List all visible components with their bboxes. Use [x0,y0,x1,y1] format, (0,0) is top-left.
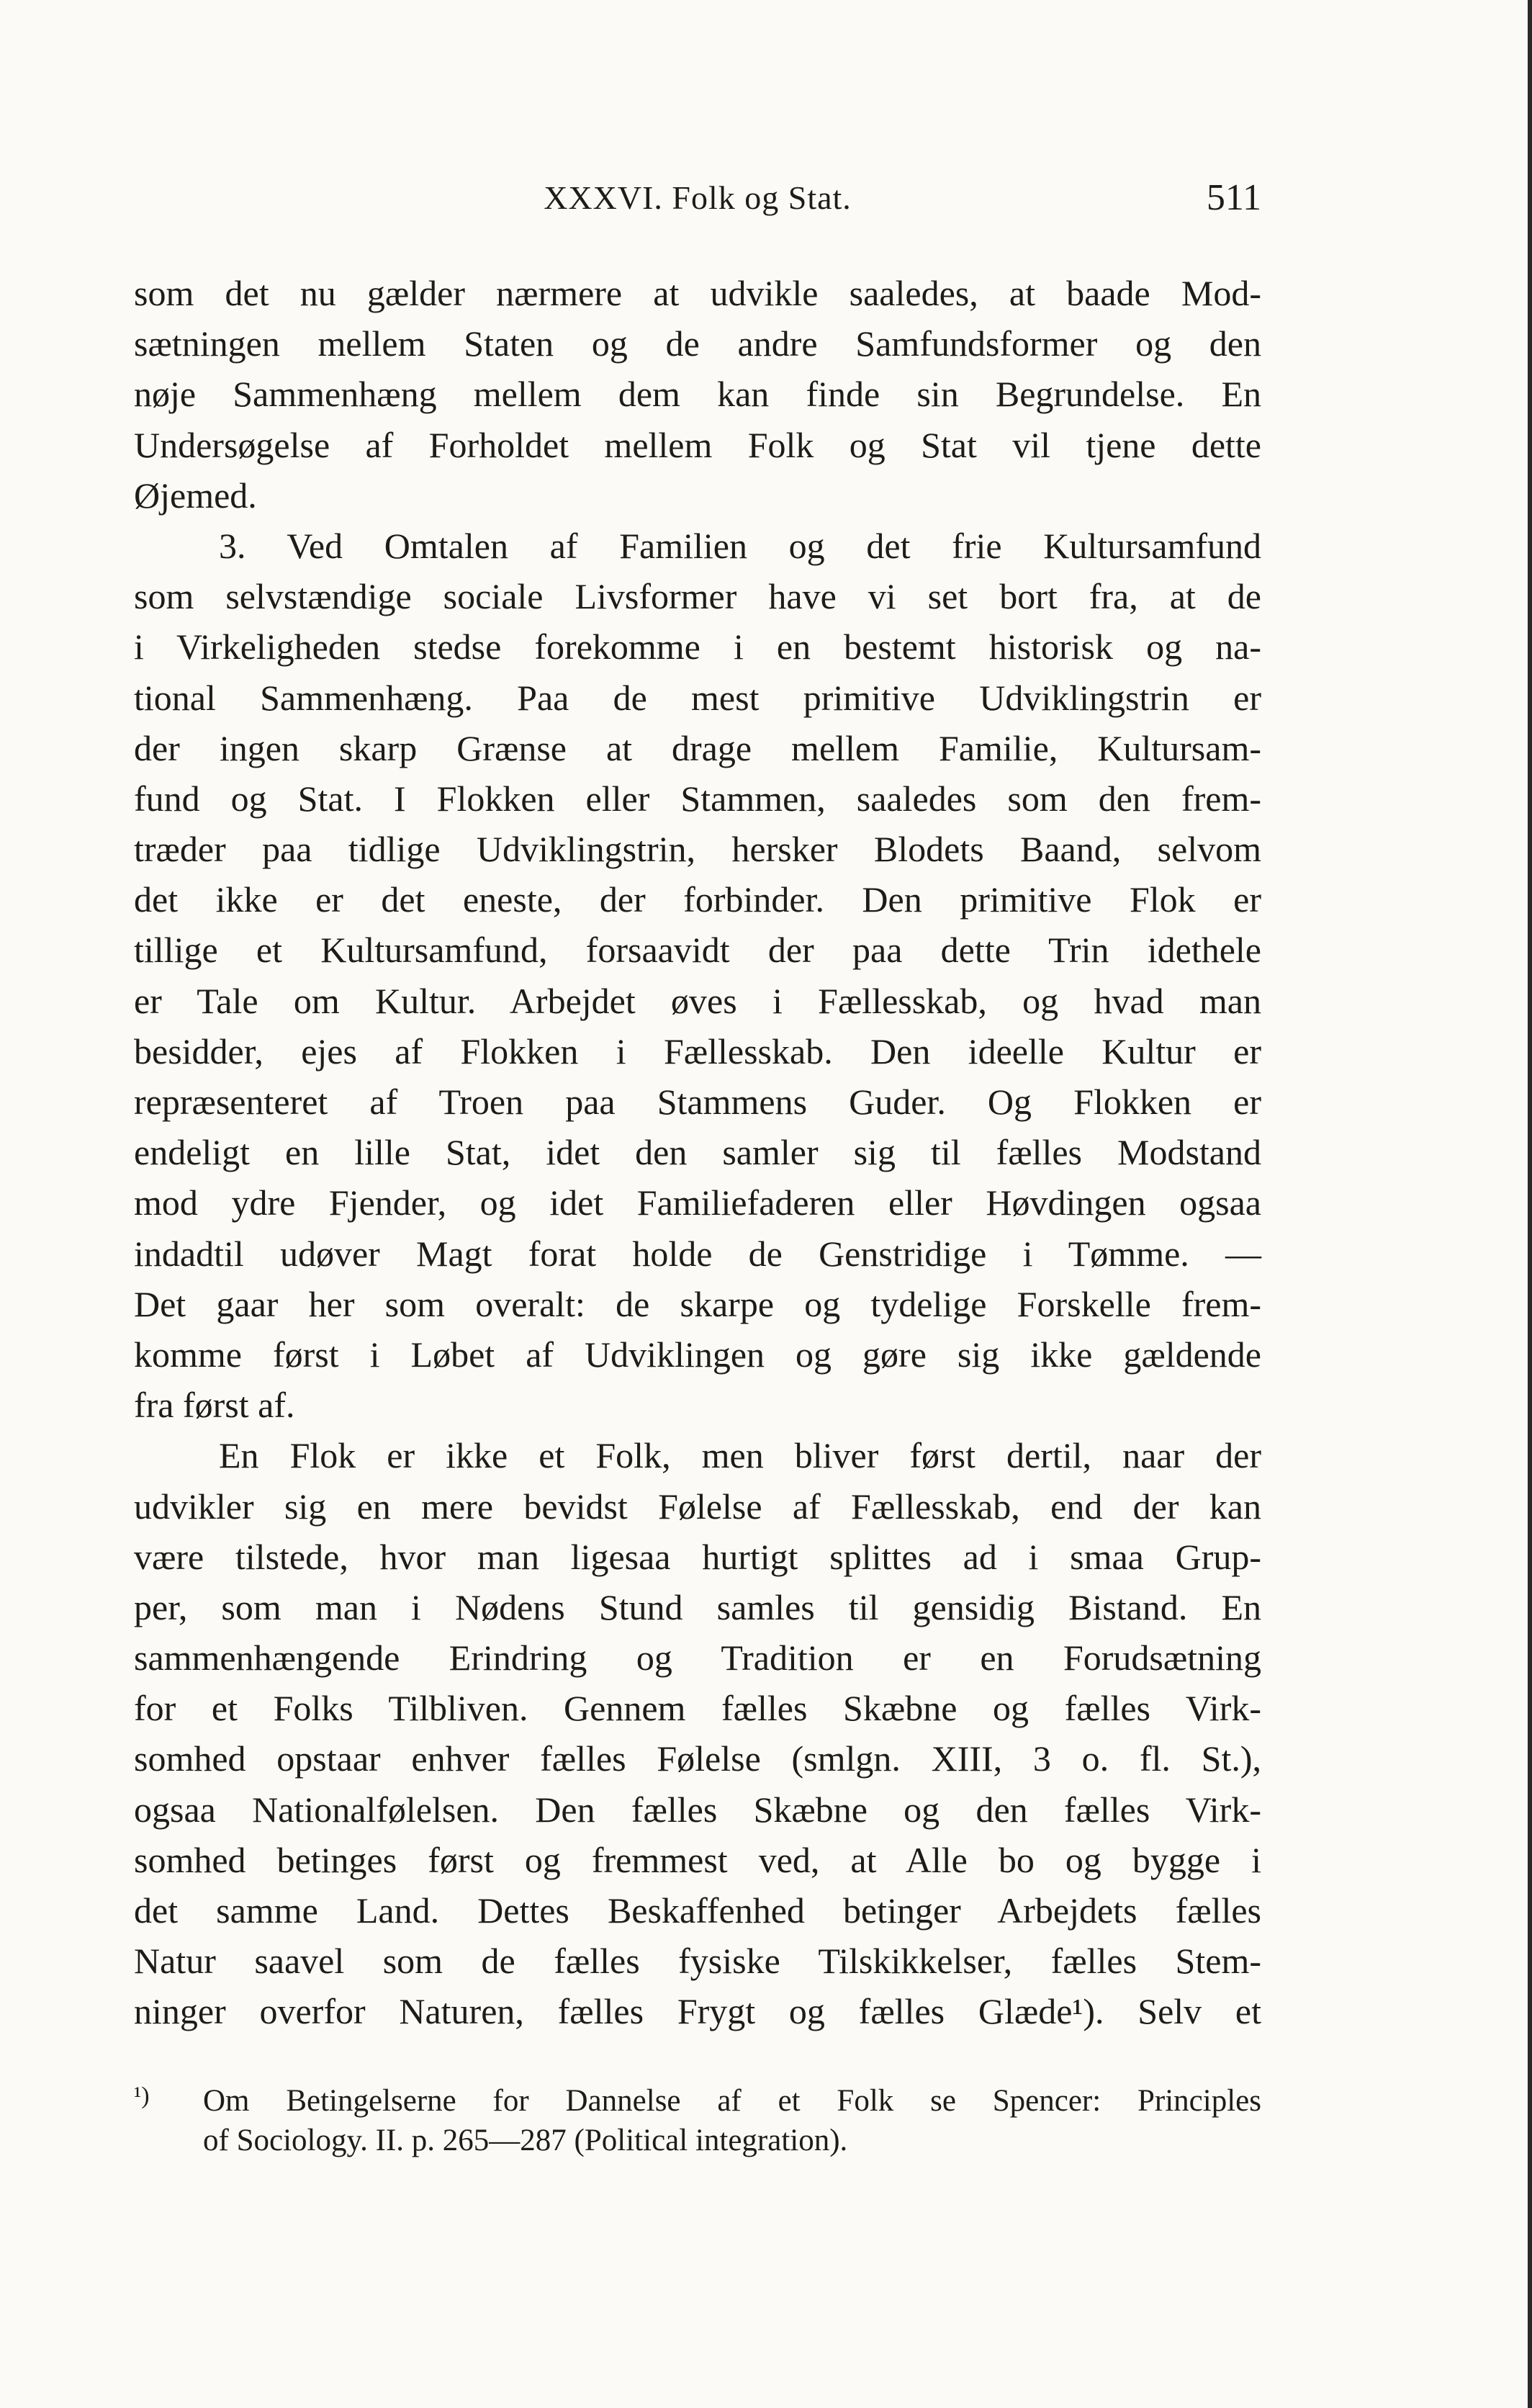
text-line: besidder, ejes af Flokken i Fællesskab. Den ideelle Kultur er [134,1030,1261,1072]
text-line: endeligt en lille Stat, idet den samler sig til fælles Modstand [134,1132,1261,1173]
text-line: Undersøgelse af Forholdet mellem Folk og Stat vil tjene dette [134,424,1261,465]
footnote-line [134,2074,1261,2119]
text-line: indadtil udøver Magt forat holde de Genstridige i Tømme. — [134,1233,1261,1274]
text-line: mod ydre Fjender, og idet Familiefaderen eller Høvdingen ogsaa [134,1182,1261,1223]
text-line: Øjemed. [134,475,257,516]
text-line: sætningen mellem Staten og de andre Samfundsformer og den [134,323,1261,364]
running-head [134,173,1261,223]
text-line: Natur saavel som de fælles fysiske Tilskikkelser, fælles Stem- [134,1941,1261,1982]
text-line: somhed betinges først og fremmest ved, at Alle bo og bygge i [134,1839,1261,1880]
running-title: XXXVI. Folk og Stat. [544,179,852,216]
text-line: fra først af. [134,1385,295,1426]
text-line: det ikke er det eneste, der forbinder. Den primitive Flok er [134,879,1261,920]
text-line: tional Sammenhæng. Paa de mest primitive Udviklingstrin er [134,677,1261,718]
page-number: 511 [1206,177,1261,218]
text-line: som det nu gælder nærmere at udvikle saaledes, at baade Mod- [134,273,1261,313]
text-line: for et Folks Tilbliven. Gennem fælles Skæbne og fælles Virk- [134,1688,1261,1729]
footnote-text: Om Betingelserne for Dannelse af et Folk se Spencer: Principles [203,2084,1261,2118]
text-line: tillige et Kultursamfund, forsaavidt der paa dette Trin idethele [134,930,1261,971]
text-line: per, som man i Nødens Stund samles til gensidig Bistand. En [134,1586,1261,1627]
text-line: sammenhængende Erindring og Tradition er en Forudsætning [134,1637,1261,1679]
footnote-marker: ¹) [134,2083,150,2109]
text-line: der ingen skarp Grænse at drage mellem Familie, Kultursam- [134,727,1261,768]
text-line: En Flok er ikke et Folk, men bliver først dertil, naar der [219,1435,1261,1476]
text-line: komme først i Løbet af Udviklingen og gøre sig ikke gældende [134,1334,1261,1375]
scan-edge [1528,0,1532,2408]
text-line: træder paa tidlige Udviklingstrin, hersker Blodets Baand, selvom [134,829,1261,870]
footnote-line: of Sociology. II. p. 265—287 (Political integration). [203,2124,848,2157]
text-line: ogsaa Nationalfølelsen. Den fælles Skæbne og den fælles Virk- [134,1789,1261,1830]
text-line: ninger overfor Naturen, fælles Frygt og fælles Glæde¹). Selv et [134,1991,1261,2032]
text-line: være tilstede, hvor man ligesaa hurtigt splittes ad i smaa Grup- [134,1536,1261,1577]
text-line: i Virkeligheden stedse forekomme i en bestemt historisk og na- [134,626,1261,668]
text-line: nøje Sammenhæng mellem dem kan finde sin Begrundelse. En [134,374,1261,415]
body-text [134,268,1261,2037]
text-line: udvikler sig en mere bevidst Følelse af Fællesskab, end der kan [134,1486,1261,1527]
footnote [134,2074,1261,2163]
text-line: som selvstændige sociale Livsformer have vi set bort fra, at de [134,576,1261,617]
text-line: det samme Land. Dettes Beskaffenhed betinger Arbejdets fælles [134,1890,1261,1931]
text-line: 3. Ved Omtalen af Familien og det frie Kultursamfund [219,525,1261,566]
text-line: repræsenteret af Troen paa Stammens Guder. Og Flokken er [134,1082,1261,1122]
text-line: fund og Stat. I Flokken eller Stammen, saaledes som den frem- [134,778,1261,819]
text-line: somhed opstaar enhver fælles Følelse (smlgn. XIII, 3 o. fl. St.), [134,1738,1261,1779]
text-line: Det gaar her som overalt: de skarpe og tydelige Forskelle frem- [134,1283,1261,1324]
text-line: er Tale om Kultur. Arbejdet øves i Fællesskab, og hvad man [134,980,1261,1021]
